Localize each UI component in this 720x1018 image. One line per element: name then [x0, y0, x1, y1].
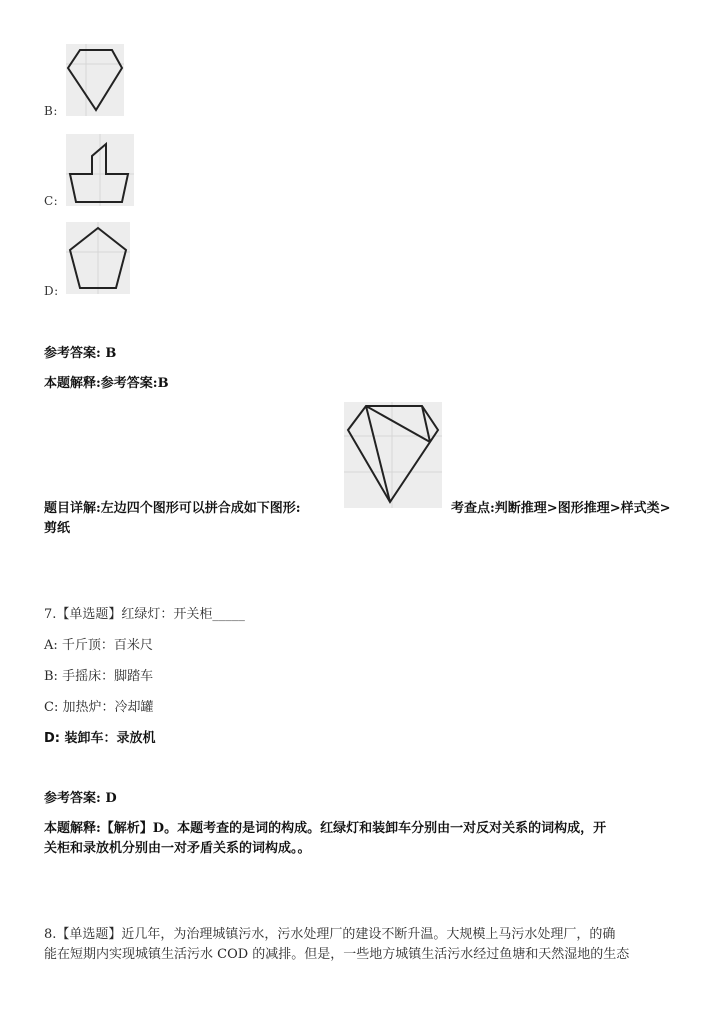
q7-option-a: A: 千斤顶：百米尺	[44, 638, 153, 653]
q8-stem-line2: 能在短期内实现城镇生活污水 COD 的减排。但是，一些地方城镇生活污水经过鱼塘和天然湿地的生态	[44, 947, 630, 962]
combined-figure	[344, 402, 442, 508]
q7-explanation-line1: 本题解释:【解析】D。本题考查的是词的构成。红绿灯和装卸车分别由一对反对关系的词构成，开	[44, 821, 607, 836]
prev-answer: 参考答案: B	[44, 346, 117, 361]
option-b-label: B:	[44, 104, 58, 118]
q7-option-d: D: 装卸车：录放机	[44, 731, 156, 746]
pentagon-kite-shape	[66, 44, 124, 116]
option-d-label: D:	[44, 284, 59, 298]
q7-option-b: B: 手摇床：脚踏车	[44, 669, 154, 684]
prev-detail-suffix: 考查点:判断推理>图形推理>样式类>	[451, 501, 671, 516]
boat-shape	[66, 134, 134, 206]
q8-stem-line1: 8.【单选题】近几年，为治理城镇污水，污水处理厂的建设不断升温。大规模上马污水处理厂，的确	[44, 927, 616, 942]
pentagon-shape	[66, 222, 130, 294]
prev-detail-prefix: 题目详解:左边四个图形可以拼合成如下图形:	[44, 501, 301, 516]
option-c-figure	[66, 134, 134, 206]
prev-explanation: 本题解释:参考答案:B	[44, 376, 169, 391]
prev-detail-tail: 剪纸	[44, 521, 71, 536]
q7-answer: 参考答案: D	[44, 791, 117, 806]
combined-diamond-shape	[344, 402, 442, 508]
q7-stem: 7.【单选题】红绿灯：开关柜_____	[44, 607, 245, 622]
q7-option-c: C: 加热炉：冷却罐	[44, 700, 154, 715]
option-c-label: C:	[44, 194, 59, 208]
option-b-figure	[66, 44, 124, 116]
option-d-figure	[66, 222, 130, 294]
q7-explanation-line2: 关柜和录放机分别由一对矛盾关系的词构成。。	[44, 841, 311, 856]
